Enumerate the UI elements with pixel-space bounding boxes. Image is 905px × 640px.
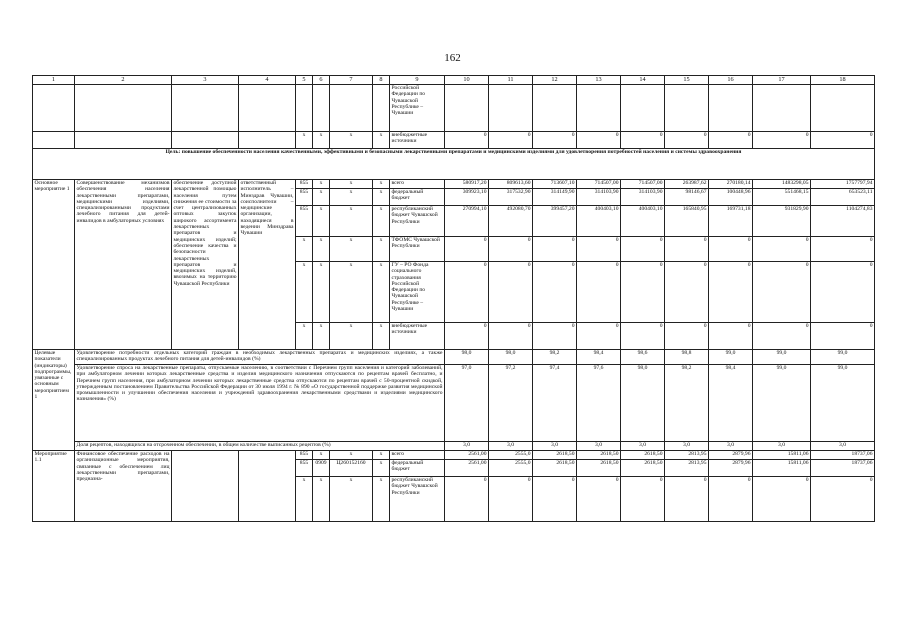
- goal-row: [33, 149, 875, 180]
- code-cell: x: [373, 262, 390, 323]
- value-cell: 0: [621, 477, 665, 522]
- header-cell: 5: [296, 76, 313, 85]
- value-cell: 2561,00: [445, 460, 489, 477]
- empty-cell: [33, 132, 75, 149]
- empty-cell: [172, 451, 239, 522]
- measure-type: Основное мероприятие 1: [33, 180, 75, 350]
- value-cell: 492080,70: [489, 206, 533, 237]
- table-body: [33, 76, 875, 522]
- value-cell: 0: [753, 323, 811, 350]
- empty-cell: [75, 132, 172, 149]
- header-cell: 9: [390, 76, 445, 85]
- indicator-row: [33, 442, 875, 451]
- code-cell: x: [373, 237, 390, 262]
- rz-code: x: [313, 477, 330, 522]
- source-cell: всего: [390, 180, 445, 189]
- value-cell: 18737,06: [811, 460, 875, 477]
- value-cell: 2618,50: [577, 451, 621, 460]
- value-cell: 0: [621, 237, 665, 262]
- code-cell: x: [373, 206, 390, 237]
- header-cell: 18: [811, 76, 875, 85]
- indicator-value: 97,6: [577, 365, 621, 442]
- header-cell: 8: [373, 76, 390, 85]
- empty-cell: [533, 85, 577, 132]
- value-cell: 100448,96: [709, 189, 753, 206]
- goal-text: Цель: повышение обеспеченности населения качественными, эффективными и безопасными лекарственными препаратами и медицинскими изделиями для удовлетворения потребностей населения и системы здравоохранения: [33, 149, 875, 180]
- empty-cell: [373, 85, 390, 132]
- source-cell: федеральный бюджет: [390, 189, 445, 206]
- empty-cell: [621, 85, 665, 132]
- value-cell: 0: [489, 132, 533, 149]
- value-cell: 0: [445, 237, 489, 262]
- value-cell: 0: [665, 262, 709, 323]
- value-cell: 0: [489, 262, 533, 323]
- indicator-value: 3,0: [753, 442, 811, 451]
- indicator-value: 98,4: [709, 365, 753, 442]
- code-cell: x: [313, 189, 330, 206]
- value-cell: 400403,10: [621, 206, 665, 237]
- value-cell: 18737,06: [811, 451, 875, 460]
- indicator-text: Удовлетворение спроса на лекарственные препараты, отпускаемые населению, в соответствии с Перечнем групп населения и категорий заболеваний, при амбулаторном лечении которых лекарственные средства и изделия медицинского назначения отпускаются по рецептам врачей бесплатно, и Перечнем групп населения, при амбулаторном лечении которых лекарственные средства отпускаются по рецептам врачей с 50-процентной скидкой, утвержденным постановлением Правительства Российской Федерации от 30 июля 1994 г. № 890 «О государственной поддержке развития медицинской промышленности и улучшении обеспечения населения и учреждений здравоохранения лекарственными средствами и изделиями медицинского назначения» (%): [75, 365, 445, 442]
- value-cell: 0: [621, 132, 665, 149]
- vr-code: x: [373, 460, 390, 477]
- value-cell: 0: [577, 132, 621, 149]
- empty-cell: [753, 85, 811, 132]
- value-cell: 399457,20: [533, 206, 577, 237]
- value-cell: 400403,10: [577, 206, 621, 237]
- indicator-value: 3,0: [621, 442, 665, 451]
- code-cell: x: [373, 132, 390, 149]
- continuation-row: [33, 85, 875, 132]
- indicator-row: [33, 350, 875, 365]
- value-cell: 309923,10: [445, 189, 489, 206]
- value-cell: 0: [665, 323, 709, 350]
- grbs-code: x: [296, 237, 313, 262]
- empty-cell: [313, 85, 330, 132]
- grbs-code: x: [296, 323, 313, 350]
- empty-cell: [577, 85, 621, 132]
- value-cell: 0: [577, 323, 621, 350]
- value-cell: 0: [621, 323, 665, 350]
- header-cell: 1: [33, 76, 75, 85]
- code-cell: x: [313, 132, 330, 149]
- value-cell: 0: [709, 262, 753, 323]
- main-measure-row: [33, 180, 875, 189]
- source-cell: федеральный бюджет: [390, 460, 445, 477]
- value-cell: 15811,06: [753, 451, 811, 460]
- value-cell: 0: [577, 237, 621, 262]
- indicator-value: 99,0: [753, 365, 811, 442]
- header-cell: 16: [709, 76, 753, 85]
- value-cell: 0: [489, 477, 533, 522]
- value-cell: 314103,90: [577, 189, 621, 206]
- indicator-value: 98,0: [489, 350, 533, 365]
- value-cell: 931829,90: [753, 206, 811, 237]
- value-cell: 0: [445, 262, 489, 323]
- header-row: [33, 76, 875, 85]
- value-cell: 0: [709, 237, 753, 262]
- value-cell: 714507,00: [577, 180, 621, 189]
- grbs-code: x: [296, 477, 313, 522]
- source-cell: всего: [390, 451, 445, 460]
- value-cell: 2879,96: [709, 460, 753, 477]
- empty-cell: [239, 85, 296, 132]
- source-cell: республиканский бюджет Чувашской Республики: [390, 206, 445, 237]
- value-cell: 0: [445, 323, 489, 350]
- value-cell: 2618,50: [533, 460, 577, 477]
- indicator-value: 97,2: [489, 365, 533, 442]
- header-cell: 12: [533, 76, 577, 85]
- value-cell: 2813,95: [665, 451, 709, 460]
- empty-cell: [172, 132, 239, 149]
- value-cell: 1483298,05: [753, 180, 811, 189]
- value-cell: 714507,00: [621, 180, 665, 189]
- indicator-value: 3,0: [489, 442, 533, 451]
- value-cell: 0: [665, 132, 709, 149]
- value-cell: 0: [533, 477, 577, 522]
- source-cell: Российской Федерации по Чувашской Республике – Чувашии: [390, 85, 445, 132]
- value-cell: 0: [577, 262, 621, 323]
- header-cell: 6: [313, 76, 330, 85]
- value-cell: 551468,15: [753, 189, 811, 206]
- code-cell: x: [313, 237, 330, 262]
- csr-code: x: [330, 451, 373, 460]
- measure-name: Финансовое обеспечение расходов на организационные мероприятия, связанные с обеспечением лиц лекарственными препаратами, предназна-: [75, 451, 172, 522]
- empty-cell: [811, 85, 875, 132]
- indicator-text: Доля рецептов, находящихся на отсроченном обеспечении, в общем количестве выписанных рецептов (%): [75, 442, 445, 451]
- code-cell: x: [373, 189, 390, 206]
- indicator-value: 99,0: [753, 350, 811, 365]
- grbs-code: 855: [296, 189, 313, 206]
- value-cell: 0: [533, 323, 577, 350]
- measure-name: Совершенствование механизмов обеспечения населения лекарственными препаратами, медицинскими изделиями, специализированными продуктами лечебного питания для детей-инвалидов в амбулаторных условиях: [75, 180, 172, 350]
- code-cell: x: [330, 180, 373, 189]
- value-cell: 270180,14: [709, 180, 753, 189]
- rz-code: 0909: [313, 460, 330, 477]
- code-cell: x: [373, 323, 390, 350]
- grbs-code: x: [296, 262, 313, 323]
- value-cell: 2555,0: [489, 451, 533, 460]
- header-cell: 2: [75, 76, 172, 85]
- value-cell: 0: [445, 477, 489, 522]
- value-cell: 169731,18: [709, 206, 753, 237]
- measure-type: Мероприятие 1.1: [33, 451, 75, 522]
- header-cell: 13: [577, 76, 621, 85]
- code-cell: x: [373, 180, 390, 189]
- value-cell: 0: [753, 237, 811, 262]
- measure-executor: ответственный исполнитель – Минздрав Чувашии, соисполнители – медицинские организации, находящиеся в ведении Минздрава Чувашии: [239, 180, 296, 350]
- value-cell: 0: [665, 477, 709, 522]
- value-cell: 2555,0: [489, 460, 533, 477]
- header-cell: 7: [330, 76, 373, 85]
- empty-cell: [665, 85, 709, 132]
- grbs-code: 855: [296, 460, 313, 477]
- indicator-row: [33, 365, 875, 442]
- measure-effect: обеспечение доступной лекарственной помощью населения путем снижения ее стоимости за счет централизованных оптовых закупок широкого ассортимента лекарственных препаратов и медицинских изделий; обеспечение качества и безопасности лекарственных препаратов и медицинских изделий, ввозимых на территорию Чувашской Республики: [172, 180, 239, 350]
- indicator-value: 98,8: [665, 350, 709, 365]
- source-cell: внебюджетные источники: [390, 132, 445, 149]
- value-cell: 317532,90: [489, 189, 533, 206]
- value-cell: 263987,62: [665, 180, 709, 189]
- value-cell: 314149,90: [533, 189, 577, 206]
- value-cell: 2618,50: [533, 451, 577, 460]
- value-cell: 653523,11: [811, 189, 875, 206]
- vr-code: x: [373, 451, 390, 460]
- grbs-code: 855: [296, 206, 313, 237]
- indicator-value: 99,0: [811, 350, 875, 365]
- empty-cell: [239, 132, 296, 149]
- value-cell: 0: [533, 237, 577, 262]
- source-cell: республиканский бюджет Чувашской Республики: [390, 477, 445, 522]
- indicator-value: 3,0: [533, 442, 577, 451]
- value-cell: 2618,50: [621, 451, 665, 460]
- empty-cell: [33, 85, 75, 132]
- code-cell: x: [330, 206, 373, 237]
- code-cell: x: [296, 132, 313, 149]
- indicator-label: Целевые показатели (индикаторы) подпрограммы, увязанные с основным мероприятием 1: [33, 350, 75, 451]
- value-cell: 0: [709, 477, 753, 522]
- value-cell: 2618,50: [577, 460, 621, 477]
- indicator-value: 98,6: [621, 350, 665, 365]
- page-number: 162: [444, 52, 461, 64]
- value-cell: 2561,00: [445, 451, 489, 460]
- header-cell: 15: [665, 76, 709, 85]
- empty-cell: [239, 451, 296, 522]
- header-cell: 3: [172, 76, 239, 85]
- value-cell: 1104274,83: [811, 206, 875, 237]
- value-cell: 0: [709, 132, 753, 149]
- value-cell: 0: [489, 323, 533, 350]
- grbs-code: 855: [296, 451, 313, 460]
- indicator-value: 3,0: [577, 442, 621, 451]
- empty-cell: [296, 85, 313, 132]
- value-cell: 0: [753, 132, 811, 149]
- empty-cell: [709, 85, 753, 132]
- empty-cell: [75, 85, 172, 132]
- value-cell: 809613,60: [489, 180, 533, 189]
- indicator-value: 3,0: [665, 442, 709, 451]
- indicator-value: 99,0: [709, 350, 753, 365]
- code-cell: x: [330, 262, 373, 323]
- header-cell: 14: [621, 76, 665, 85]
- indicator-value: 98,0: [445, 350, 489, 365]
- value-cell: 580917,20: [445, 180, 489, 189]
- value-cell: 0: [753, 262, 811, 323]
- indicator-value: 3,0: [445, 442, 489, 451]
- value-cell: 0: [621, 262, 665, 323]
- code-cell: x: [313, 262, 330, 323]
- value-cell: 0: [811, 132, 875, 149]
- value-cell: 0: [445, 132, 489, 149]
- code-cell: x: [330, 323, 373, 350]
- indicator-text: Удовлетворение потребности отдельных категорий граждан в необходимых лекарственных препаратах и медицинских изделиях, а также специализированных продуктах лечебного питания для детей-инвалидов (%): [75, 350, 445, 365]
- indicator-value: 97,4: [533, 365, 577, 442]
- indicator-value: 98,2: [533, 350, 577, 365]
- indicator-value: 3,0: [811, 442, 875, 451]
- indicator-value: 97,0: [445, 365, 489, 442]
- indicator-value: 98,0: [621, 365, 665, 442]
- header-cell: 17: [753, 76, 811, 85]
- value-cell: 98146,67: [665, 189, 709, 206]
- indicator-value: 98,2: [665, 365, 709, 442]
- csr-code: x: [330, 477, 373, 522]
- value-cell: 0: [489, 237, 533, 262]
- empty-cell: [330, 85, 373, 132]
- value-cell: 2813,95: [665, 460, 709, 477]
- value-cell: 0: [811, 323, 875, 350]
- code-cell: x: [313, 180, 330, 189]
- value-cell: 0: [533, 132, 577, 149]
- source-cell: ГУ – РО Фонда социального страхования Российской Федерации по Чувашской Республике – Чувашии: [390, 262, 445, 323]
- code-cell: x: [330, 189, 373, 206]
- indicator-value: 3,0: [709, 442, 753, 451]
- header-cell: 10: [445, 76, 489, 85]
- program-table: [32, 75, 875, 522]
- source-cell: внебюджетные источники: [390, 323, 445, 350]
- indicator-value: 98,4: [577, 350, 621, 365]
- code-cell: x: [330, 237, 373, 262]
- value-cell: 0: [577, 477, 621, 522]
- value-cell: 0: [811, 262, 875, 323]
- value-cell: 165840,95: [665, 206, 709, 237]
- header-cell: 4: [239, 76, 296, 85]
- indicator-value: 99,0: [811, 365, 875, 442]
- source-cell: ТФОМС Чувашской Республики: [390, 237, 445, 262]
- value-cell: 0: [665, 237, 709, 262]
- rz-code: x: [313, 451, 330, 460]
- value-cell: 2618,50: [621, 460, 665, 477]
- value-cell: 15811,06: [753, 460, 811, 477]
- value-cell: 0: [753, 477, 811, 522]
- empty-cell: [489, 85, 533, 132]
- value-cell: 0: [533, 262, 577, 323]
- code-cell: x: [330, 132, 373, 149]
- csr-code: Ц260152160: [330, 460, 373, 477]
- value-cell: 1757797,94: [811, 180, 875, 189]
- value-cell: 713607,10: [533, 180, 577, 189]
- sub-measure-row: [33, 451, 875, 460]
- vr-code: x: [373, 477, 390, 522]
- value-cell: 0: [709, 323, 753, 350]
- empty-cell: [172, 85, 239, 132]
- header-cell: 11: [489, 76, 533, 85]
- value-cell: 2879,96: [709, 451, 753, 460]
- value-cell: 0: [811, 237, 875, 262]
- code-cell: x: [313, 206, 330, 237]
- grbs-code: 855: [296, 180, 313, 189]
- empty-cell: [445, 85, 489, 132]
- continuation-row: [33, 132, 875, 149]
- value-cell: 0: [811, 477, 875, 522]
- value-cell: 314103,90: [621, 189, 665, 206]
- value-cell: 270994,10: [445, 206, 489, 237]
- code-cell: x: [313, 323, 330, 350]
